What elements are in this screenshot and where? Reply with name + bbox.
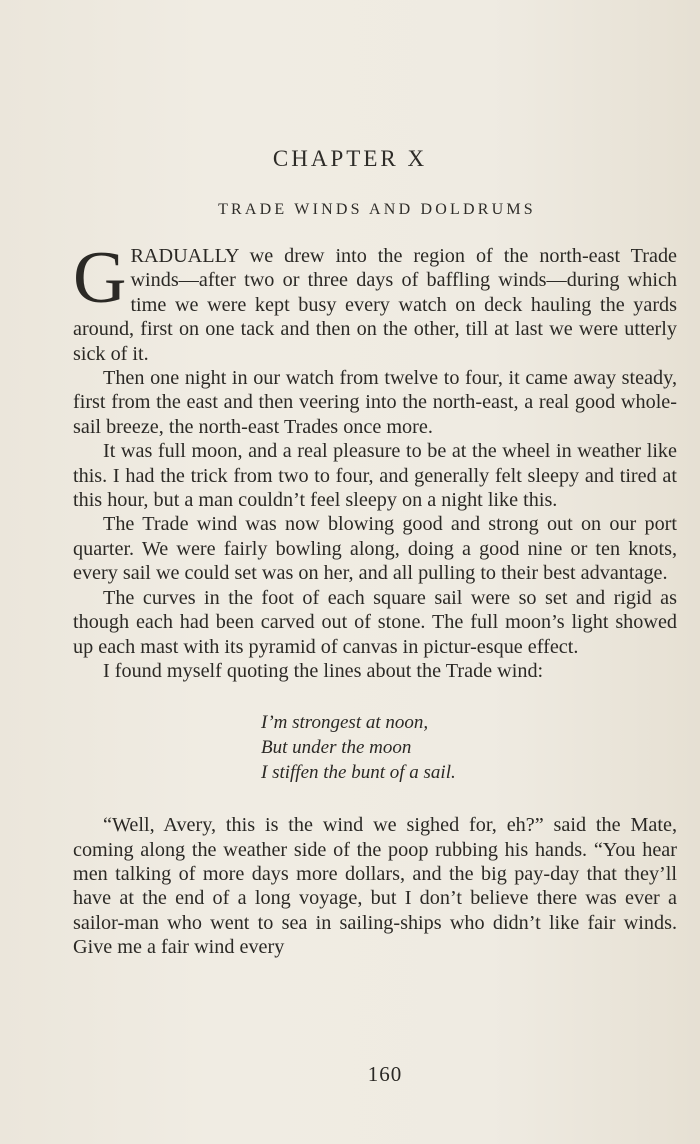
paragraph-final: “Well, Avery, this is the wind we sighed for, eh?” said the Mate, coming along the weather side of the poop rubbing his hands. “You hear men talking of more days more dollars, and the big pay-day that they’ll have at the end of a long voyage, but I don’t believe there was ever a sailor-man who went to sea in sailing-ships who didn’t like fair winds. Give me a fair wind every — [73, 814, 677, 959]
paragraph: I found myself quoting the lines about the Trade wind: — [103, 659, 544, 682]
paragraph: Then one night in our watch from twelve to four, it came away steady, first from the east and then veering into the north-east, a real good whole-sail breeze, the north-east Trades once more. — [73, 367, 677, 438]
poem-line: But under the moon — [261, 736, 412, 758]
paragraph: It was full moon, and a real pleasure to be at the wheel in weather like this. I had the trick from two to four, and generally felt sleepy and tired at this hour, but a man couldn’t feel sleepy on a night like this. — [73, 440, 677, 512]
paragraph: The curves in the foot of each square sail were so set and rigid as though each had been carved out of stone. The full moon’s light showed up each mast with its pyramid of canvas in pictur-esque effect. — [73, 586, 677, 658]
poem-verse — [261, 711, 677, 785]
chapter-heading: CHAPTER X — [272, 146, 428, 171]
paragraph-first-text: RADUALLY we drew into the region of the north-east Trade winds—after two or three days of baffling winds—during which time we were kept busy every watch on deck hauling the yards around, first on one tack and then on the other, till at last we were utterly sick of it. — [73, 245, 677, 365]
poem-line: I stiffen the bunt of a sail. — [261, 761, 456, 783]
page-number: 160 — [367, 1062, 403, 1086]
poem-line: I’m strongest at noon, — [261, 712, 429, 734]
body-text — [73, 237, 677, 960]
drop-cap: G — [73, 237, 127, 319]
paragraph-first — [73, 237, 677, 366]
paragraph: The Trade wind was now blowing good and strong out on our port quarter. We were fairly bowling along, doing a good nine or ten knots, every sail we could set was on her, and all pulling to their best advantage. — [73, 513, 677, 585]
chapter-subtitle: TRADE WINDS AND DOLDRUMS — [218, 201, 536, 218]
